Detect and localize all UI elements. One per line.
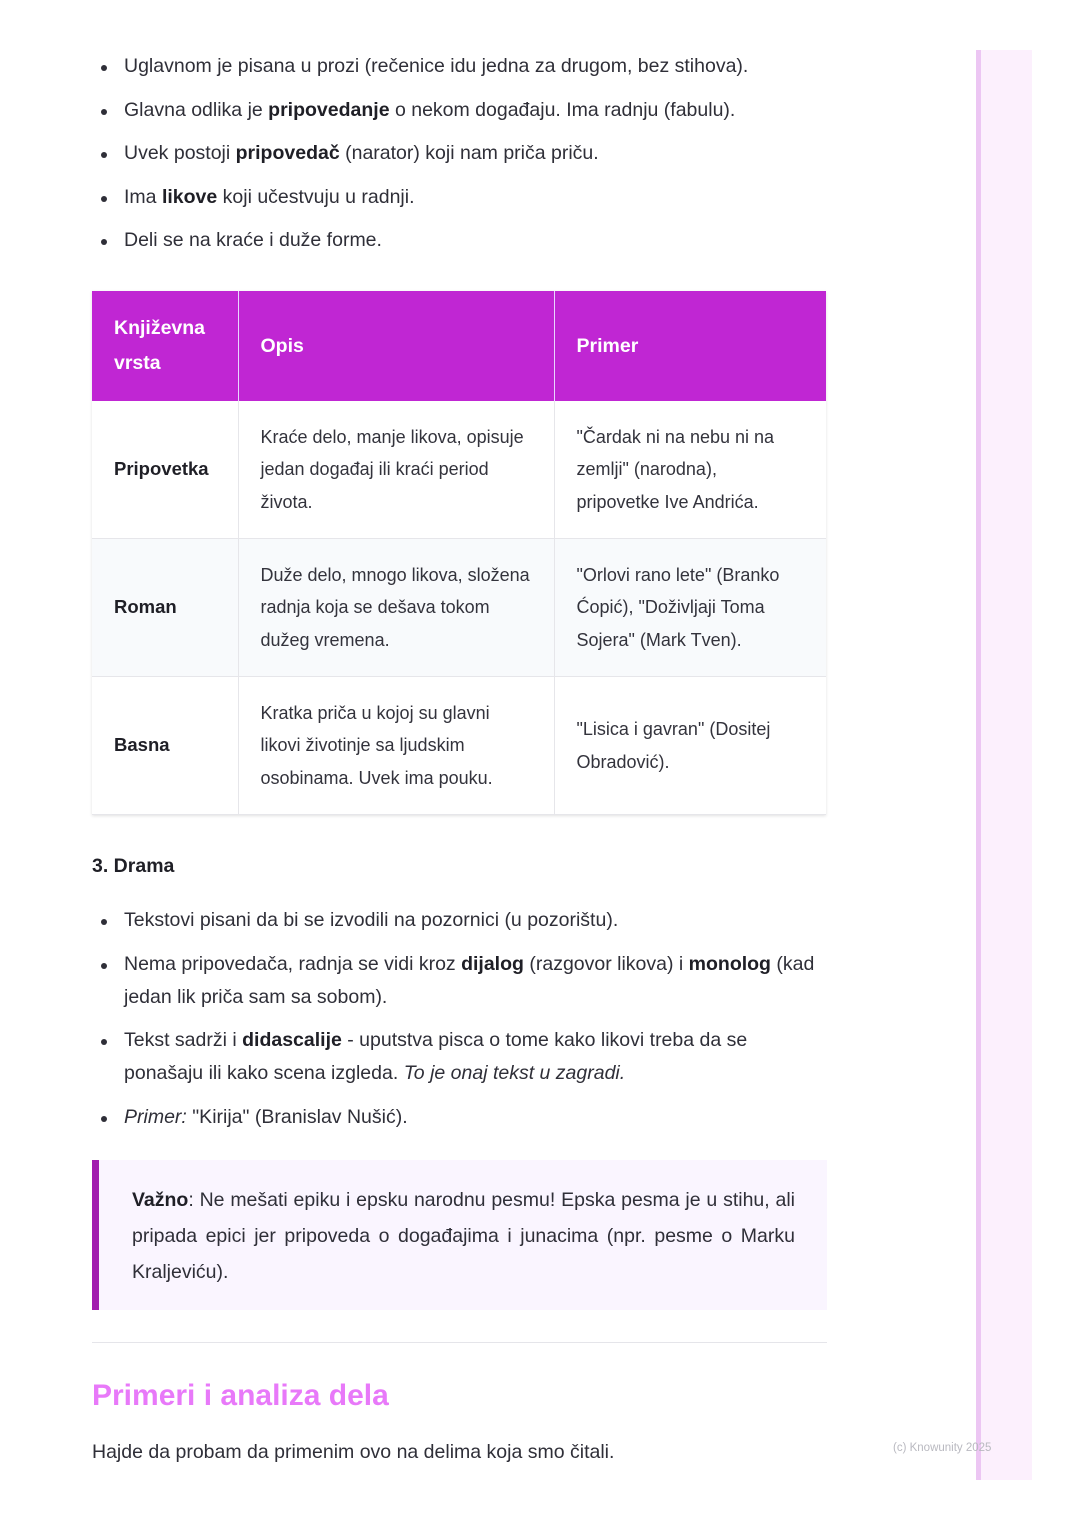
- bullet-text: Deli se na kraće i duže forme.: [124, 229, 382, 251]
- bullet-bold: didascalije: [242, 1029, 342, 1051]
- bullet-bold: pripovedač: [235, 142, 340, 164]
- epika-bullets: [92, 50, 827, 268]
- bullet-italic: Primer:: [124, 1105, 187, 1128]
- bullet-text: Tekstovi pisani da bi se izvodili na pozornici (u pozorištu).: [124, 909, 619, 931]
- bullet-italic: To je onaj tekst u zagradi.: [403, 1062, 626, 1084]
- list-item: [92, 137, 827, 170]
- bullet-text: "Kirija" (Branislav Nušić).: [186, 1105, 408, 1128]
- bullet-text: - uputstva pisca o tome kako likovi treba da se ponašaju ili kako scena izgleda.: [124, 1029, 748, 1084]
- list-item: [92, 904, 827, 937]
- copyright-footer: (c) Knowunity 2025: [893, 1442, 992, 1454]
- drama-bullets: [92, 904, 827, 1144]
- table-row: [92, 539, 826, 677]
- analysis-intro: Hajde da probam da primenim ovo na delima koja smo čitali.: [92, 1441, 615, 1463]
- table-row: [92, 401, 826, 539]
- bullet-text: Uglavnom je pisana u prozi (rečenice idu jedna za drugom, bez stihova).: [124, 55, 749, 77]
- bullet-bold: dijalog: [461, 952, 524, 975]
- bullet-text: Glavna odlika je: [124, 98, 269, 121]
- list-item: [92, 948, 827, 1014]
- header-description: Opis: [238, 291, 554, 401]
- list-item: [92, 181, 827, 214]
- genre-table: [92, 291, 826, 815]
- note-label: Važno: [132, 1189, 189, 1211]
- bullet-bold: likove: [161, 185, 218, 208]
- genre-example: "Lisica i gavran" (Dositej Obradović).: [554, 677, 826, 815]
- genre-example: "Čardak ni na nebu ni na zemlji" (narodna), pripovetke Ive Andrića.: [554, 401, 826, 539]
- bullet-text: Uvek postoji: [124, 142, 236, 164]
- list-item: [92, 1024, 827, 1090]
- table-row: [92, 677, 826, 815]
- list-item: [92, 1101, 827, 1134]
- genre-term: Pripovetka: [92, 401, 238, 539]
- table-header-row: [92, 291, 826, 401]
- bullet-bold: pripovedanje: [268, 98, 390, 121]
- side-panel: [976, 50, 1032, 1480]
- genre-example: "Orlovi rano lete" (Branko Ćopić), "Doživljaji Toma Sojera" (Mark Tven).: [554, 539, 826, 677]
- analysis-heading: Primeri i analiza dela: [92, 1379, 389, 1412]
- bullet-bold: monolog: [688, 952, 771, 975]
- epika-list: [92, 50, 827, 257]
- note-text: : Ne mešati epiku i epsku narodnu pesmu! Epska pesma je u stihu, ali pripada epici jer pripoveda o događajima i junacima (npr. pesme o Marku Kraljeviću).: [132, 1189, 795, 1283]
- side-accent-line: [976, 50, 981, 1480]
- divider: [92, 1342, 827, 1343]
- bullet-text: Nema pripovedača, radnja se vidi kroz: [124, 952, 462, 975]
- genre-description: Kraće delo, manje likova, opisuje jedan događaj ili kraći period života.: [238, 401, 554, 539]
- bullet-text: o nekom događaju. Ima radnju (fabulu).: [389, 98, 736, 121]
- list-item: [92, 94, 827, 127]
- bullet-text: (razgovor likova) i: [523, 952, 689, 975]
- header-genre: Književna vrsta: [92, 291, 238, 401]
- drama-heading: 3. Drama: [92, 855, 175, 877]
- list-item: [92, 224, 827, 257]
- bullet-text: koji učestvuju u radnji.: [217, 185, 415, 208]
- bullet-text: Ima: [124, 185, 162, 208]
- header-example: Primer: [554, 291, 826, 401]
- genre-term: Roman: [92, 539, 238, 677]
- list-item: [92, 50, 827, 83]
- genre-term: Basna: [92, 677, 238, 815]
- genre-description: Duže delo, mnogo likova, složena radnja koja se dešava tokom dužeg vremena.: [238, 539, 554, 677]
- important-note: [92, 1160, 827, 1310]
- genre-description: Kratka priča u kojoj su glavni likovi životinje sa ljudskim osobinama. Uvek ima pouku.: [238, 677, 554, 815]
- bullet-text: (narator) koji nam priča priču.: [339, 142, 599, 164]
- drama-list: [92, 904, 827, 1134]
- bullet-text: (kad jedan lik priča sam sa sobom).: [124, 952, 815, 1008]
- bullet-text: Tekst sadrži i: [124, 1029, 243, 1051]
